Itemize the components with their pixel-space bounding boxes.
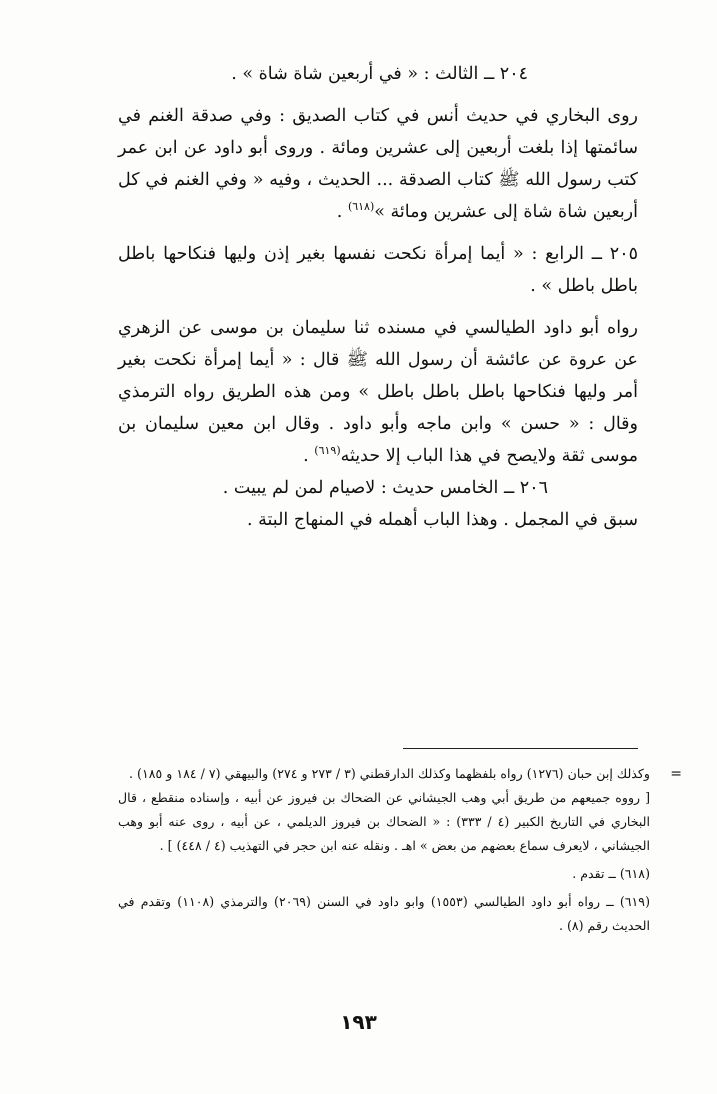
hadith-205-heading: ٢٠٥ ــ الرابع : « أيما إمرأة نكحت نفسها بغير إذن وليها فنكاحها باطل باطل باطل » .: [118, 244, 638, 296]
footnote-separator: [403, 748, 638, 749]
continuation-mark: =: [670, 766, 682, 782]
hadith-204-heading: ٢٠٤ ــ الثالث : « في أربعين شاة شاة » .: [231, 64, 528, 84]
main-text: [118, 58, 638, 536]
footnote-619: (٦١٩) ــ رواه أبو داود الطيالسي (١٥٥٣) وابو داود في السنن (٢٠٦٩) والترمذي (١١٠٨) وتقدم في الحديث رقم (٨) .: [118, 894, 650, 933]
hadith-206-heading: ٢٠٦ ــ الخامس حديث : لاصيام لمن لم يبيت .: [222, 478, 548, 498]
page-number: ١٩٣: [340, 1010, 377, 1034]
footnote-ref-618: (٦١٨): [347, 200, 375, 214]
hadith-204-body: روى البخاري في حديث أنس في كتاب الصديق : وفي صدقة الغنم في سائمتها إذا بلغت أربعين إلى عشرين ومائة . وروى أبو داود عن ابن عمر كتب رسول الله ﷺ كتاب الصدقة ... الحديث ، وفيه « وفي الغنم في كل أربعين شاة شاة إلى عشرين ومائة »$^{(٦١٨)}$ .: [118, 106, 638, 222]
footnote-618: (٦١٨) ــ تقدم .: [572, 866, 650, 881]
hadith-205-body: رواه أبو داود الطيالسي في مسنده ثنا سليمان بن موسى عن الزهري عن عروة عن عائشة أن رسول الله ﷺ قال : « أيما إمرأة نكحت بغير أمر وليها فنكاحها باطل باطل باطل » ومن هذه الطريق رواه الترمذي وقال : « حسن » وابن ماجه وأبو داود . وقال ابن معين سليمان بن موسى ثقة ولايصح في هذا الباب إلا حديثه$^{(٦١٩)}$ .: [118, 318, 638, 466]
footnote-continuation-2: [ رووه جميعهم من طريق أبي وهب الجيشاني عن الضحاك بن فيروز عن أبيه ، وإسناده منقطع ، قال البخاري في التاريخ الكبير (٤ / ٣٣٣) : « الضحاك بن فيروز الديلمي ، عن أبيه ، روى عنه أبو وهب الجيشاني ، لايعرف سماع بعضهم من بعض » اهـ . ونقله عنه ابن حجر في التهذيب (٤ / ٤٤٨) ] .: [118, 790, 651, 853]
footnote-ref-619: (٦١٩): [314, 444, 341, 458]
footnotes: [118, 762, 682, 938]
hadith-206-body: سبق في المجمل . وهذا الباب أهمله في المنهاج البتة .: [247, 510, 638, 530]
footnote-continuation-1: وكذلك إبن حبان (١٢٧٦) رواه بلفظهما وكذلك الدارقطني (٣ / ٢٧٣ و ٢٧٤) والبيهقي (٧ / ١٨٤ و ١٨٥) .: [129, 766, 650, 781]
